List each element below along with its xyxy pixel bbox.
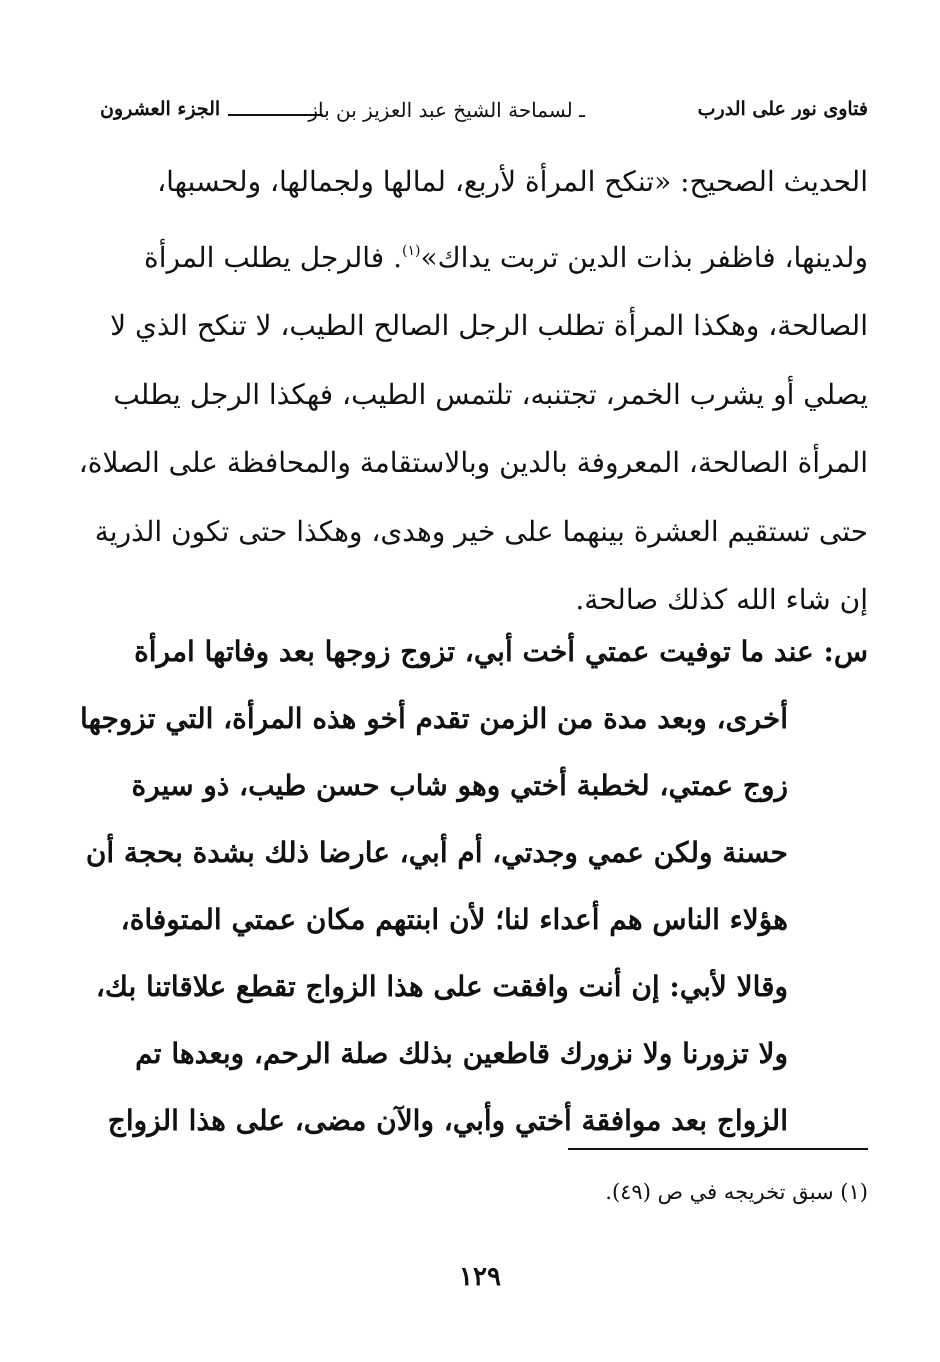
question-block: [80, 618, 868, 1154]
question-prefix: س:: [823, 635, 868, 668]
paragraph-line: المرأة الصالحة، المعروفة بالدين وبالاستقامة والمحافظة على الصلاة،: [78, 446, 868, 479]
paragraph-line: الحديث الصحيح: «تنكح المرأة لأربع، لمالها ولجمالها، ولحسبها،: [157, 165, 868, 198]
question-line: وقالا لأبي: إن أنت وافقت على هذا الزواج تقطع علاقاتنا بك،: [95, 970, 788, 1003]
paragraph-line: الصالحة، وهكذا المرأة تطلب الرجل الصالح الطيب، لا تنكح الذي لا: [110, 309, 868, 342]
paragraph-line-tail: . فالرجل يطلب المرأة: [144, 240, 402, 274]
header-rule: [228, 114, 323, 116]
part-label: الجزء العشرون: [100, 98, 221, 120]
answer-paragraph: [78, 148, 868, 635]
page-number: ١٢٩: [459, 1262, 501, 1292]
question-line: ولا تزورنا ولا نزورك قاطعين بذلك صلة الرحم، وبعدها تم: [135, 1037, 788, 1070]
question-line: الزواج بعد موافقة أختي وأبي، والآن مضى، على هذا الزواج: [107, 1104, 788, 1137]
book-title: فتاوى نور على الدرب: [697, 98, 868, 120]
question-line: هؤلاء الناس هم أعداء لنا؛ لأن ابنتهم مكان عمتي المتوفاة،: [120, 903, 788, 936]
header-separator: ـ: [579, 98, 585, 122]
question-line: أخرى، وبعد مدة من الزمن تقدم أخو هذه المرأة، التي تزوجها: [80, 702, 788, 735]
paragraph-line: يصلي أو يشرب الخمر، تجتنبه، تلتمس الطيب، فهكذا الرجل يطلب: [113, 377, 868, 411]
paragraph-line: إن شاء الله كذلك صالحة.: [575, 583, 868, 616]
paragraph-line: حتى تستقيم العشرة بينهما على خير وهدى، وهكذا حتى تكون الذرية: [94, 514, 868, 548]
question-line: حسنة ولكن عمي وجدتي، أم أبي، عارضا ذلك بشدة بحجة أن: [85, 836, 788, 869]
hadith-end: ولدينها، فاظفر بذات الدين تربت يداك»: [420, 240, 868, 274]
question-text: عند ما توفيت عمتي أخت أبي، تزوج زوجها بعد وفاتها امرأة: [134, 635, 814, 668]
paragraph-line-with-footnote: [98, 217, 868, 293]
question-line: [98, 618, 868, 685]
footnote: (١) سبق تخريجه في ص (٤٩).: [605, 1180, 868, 1204]
footnote-ref[interactable]: (١): [401, 242, 421, 259]
footnote-rule: [568, 1148, 868, 1150]
running-header: [100, 98, 868, 138]
question-line: زوج عمتي، لخطبة أختي وهو شاب حسن طيب، ذو سيرة: [131, 769, 788, 802]
author-name: [308, 98, 585, 122]
author-text: لسماحة الشيخ عبد العزيز بن باز: [308, 98, 573, 122]
